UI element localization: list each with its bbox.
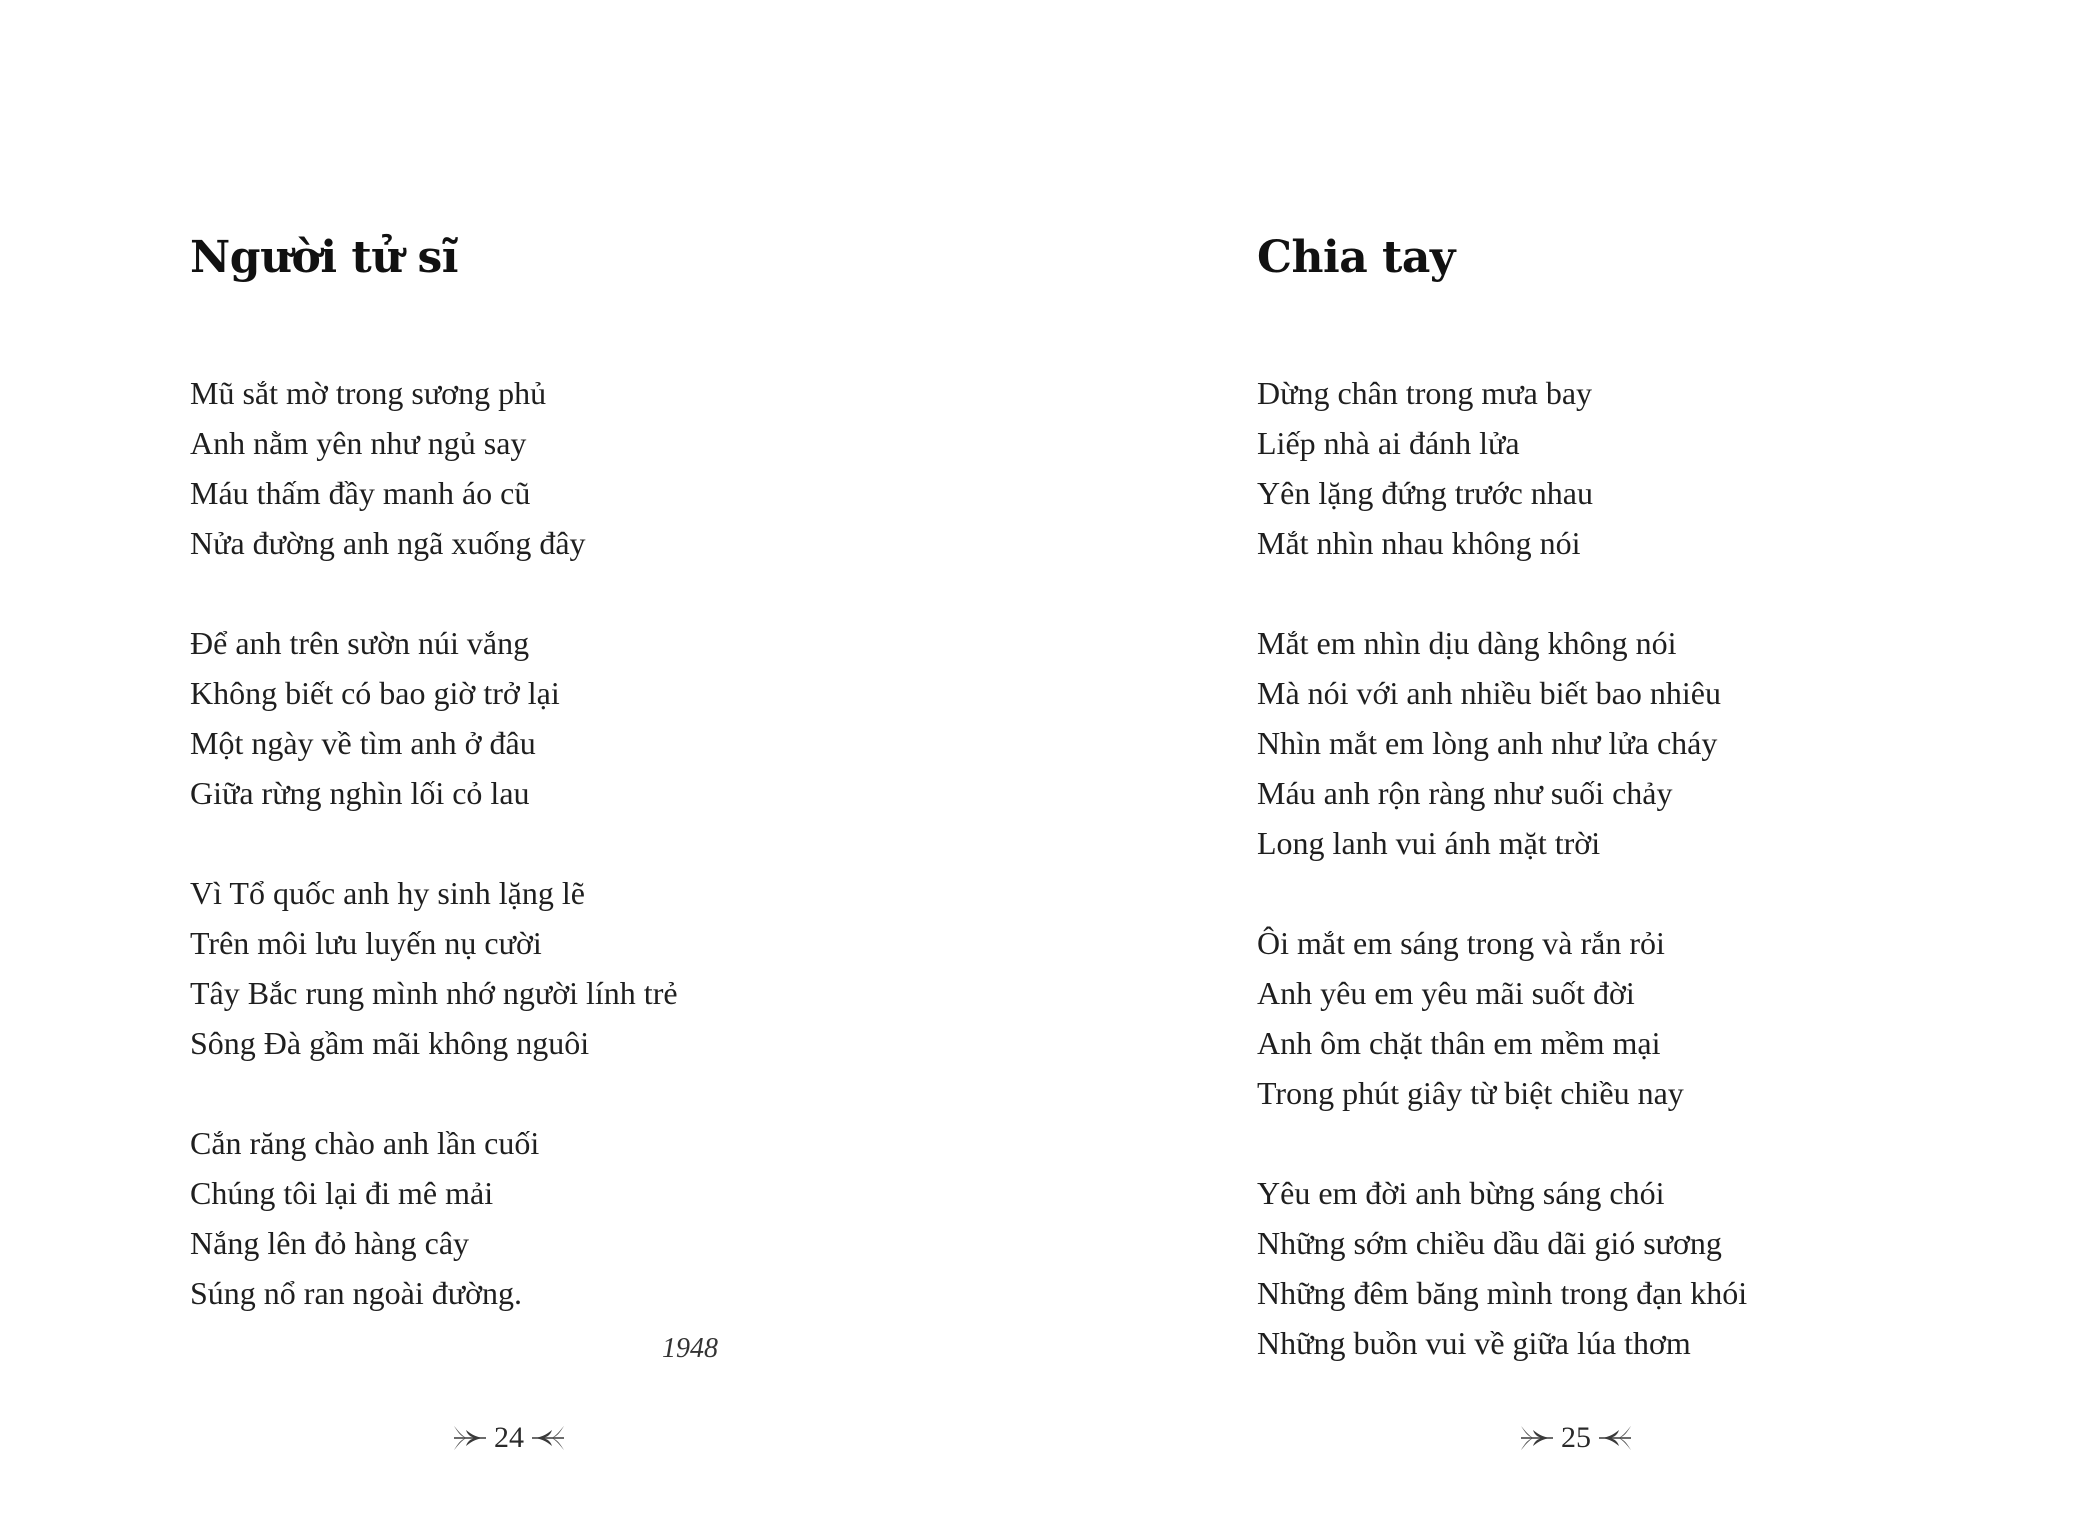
stanza [1257,618,1747,868]
poem-title: Chia tay [1257,232,1455,283]
verse-line: Những buồn vui về giữa lúa thơm [1257,1325,1691,1361]
verse-line: Anh yêu em yêu mãi suốt đời [1257,975,1635,1011]
verse-line: Anh nằm yên như ngủ say [190,425,527,461]
poem-title: Người tử sĩ [190,232,458,283]
stanza [1257,1168,1747,1368]
verse-line: Những sớm chiều dầu dãi gió sương [1257,1225,1722,1261]
verse-line: Yêu em đời anh bừng sáng chói [1257,1175,1665,1211]
stanza [1257,918,1747,1118]
page-number: 25 [1561,1421,1591,1454]
verse-line: Chúng tôi lại đi mê mải [190,1175,494,1211]
verse-line: Nắng lên đỏ hàng cây [190,1225,470,1261]
leaf-ornament-icon [452,1424,488,1452]
verse-line: Mà nói với anh nhiều biết bao nhiêu [1257,675,1721,711]
poem-date: 1948 [662,1333,718,1364]
verse-line: Mắt em nhìn dịu dàng không nói [1257,625,1677,661]
verse-line: Để anh trên sườn núi vắng [190,625,530,661]
stanza [190,868,678,1068]
leaf-ornament-icon [1597,1424,1633,1452]
verse-line: Trong phút giây từ biệt chiều nay [1257,1075,1684,1111]
verse-line: Giữa rừng nghìn lối cỏ lau [190,775,530,811]
stanza [1257,368,1747,568]
leaf-ornament-icon [530,1424,566,1452]
page-number: 24 [494,1421,524,1454]
page-footer [1519,1418,1633,1458]
verse-line: Nửa đường anh ngã xuống đây [190,525,586,561]
right-page [1039,0,2078,1528]
verse-line: Máu anh rộn ràng như suối chảy [1257,775,1673,811]
stanza [190,368,678,568]
stanza [190,1118,678,1318]
stanza [190,618,678,818]
verse-line: Mắt nhìn nhau không nói [1257,525,1581,561]
verse-line: Cắn răng chào anh lần cuối [190,1125,540,1161]
page-footer [452,1418,566,1458]
poem-body [190,368,678,1318]
verse-line: Trên môi lưu luyến nụ cười [190,925,542,961]
verse-line: Tây Bắc rung mình nhớ người lính trẻ [190,975,678,1011]
verse-line: Ôi mắt em sáng trong và rắn rỏi [1257,925,1665,961]
verse-line: Liếp nhà ai đánh lửa [1257,425,1520,461]
verse-line: Yên lặng đứng trước nhau [1257,475,1593,511]
verse-line: Mũ sắt mờ trong sương phủ [190,375,547,411]
verse-line: Súng nổ ran ngoài đường. [190,1275,523,1311]
leaf-ornament-icon [1519,1424,1555,1452]
verse-line: Long lanh vui ánh mặt trời [1257,825,1601,861]
verse-line: Máu thấm đầy manh áo cũ [190,475,531,511]
verse-line: Sông Đà gầm mãi không nguôi [190,1025,590,1061]
verse-line: Dừng chân trong mưa bay [1257,375,1593,411]
verse-line: Không biết có bao giờ trở lại [190,675,560,711]
verse-line: Anh ôm chặt thân em mềm mại [1257,1025,1661,1061]
poem-body [1257,368,1747,1368]
left-page [0,0,1039,1528]
verse-line: Nhìn mắt em lòng anh như lửa cháy [1257,725,1718,761]
verse-line: Một ngày về tìm anh ở đâu [190,725,536,761]
verse-line: Vì Tổ quốc anh hy sinh lặng lẽ [190,875,585,911]
verse-line: Những đêm băng mình trong đạn khói [1257,1275,1748,1311]
